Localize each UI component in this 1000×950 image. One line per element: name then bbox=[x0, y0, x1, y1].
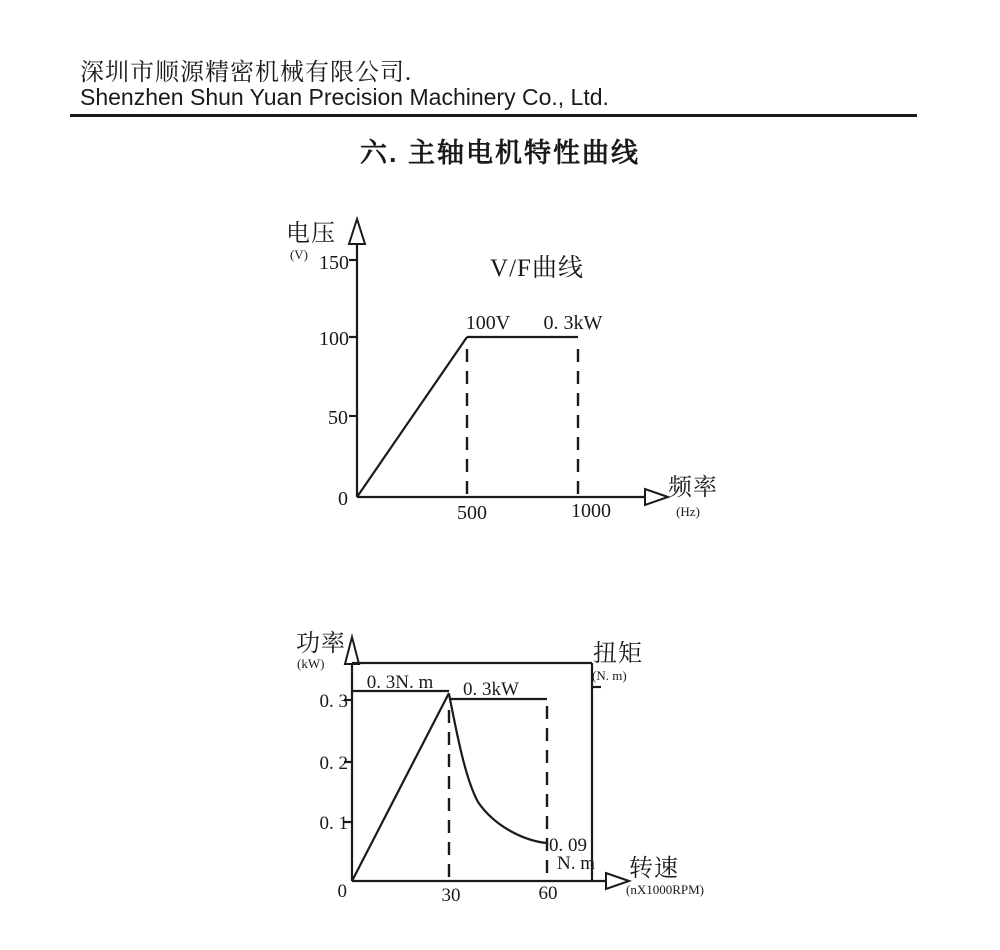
company-name-cn: 深圳市顺源精密机械有限公司. bbox=[80, 60, 412, 86]
power-axis-arrow-icon bbox=[345, 637, 359, 664]
header-divider bbox=[70, 114, 917, 117]
speed-axis-label: 转速 bbox=[629, 856, 679, 882]
frequency-axis-arrow-icon bbox=[645, 489, 668, 505]
chart-title: V/F曲线 bbox=[490, 255, 584, 282]
power-ramp-line bbox=[352, 693, 449, 881]
xtick-500: 500 bbox=[457, 502, 487, 524]
voltage-axis-label: 电压 bbox=[286, 221, 336, 247]
speed-axis-unit: (nX1000RPM) bbox=[626, 882, 705, 897]
ytick-0-3: 0. 3 bbox=[319, 691, 348, 712]
xtick-1000: 1000 bbox=[571, 500, 611, 522]
ytick-zero: 0 bbox=[337, 881, 347, 902]
frequency-axis-unit: (Hz) bbox=[676, 504, 700, 519]
annotation-009: 0. 09 bbox=[549, 835, 587, 856]
annotation-power-03kw: 0. 3kW bbox=[463, 679, 519, 700]
frequency-axis-label: 频率 bbox=[668, 475, 718, 501]
power-torque-chart bbox=[280, 620, 720, 915]
voltage-axis-unit: (V) bbox=[289, 247, 309, 262]
annotation-009-unit: N. m bbox=[557, 853, 595, 874]
vf-curve-ramp bbox=[357, 337, 467, 497]
annotation-torque-03nm: 0. 3N. m bbox=[366, 672, 434, 693]
xtick-30: 30 bbox=[441, 885, 461, 906]
power-axis-unit: (kW) bbox=[297, 656, 325, 671]
annotation-100v: 100V bbox=[465, 312, 511, 334]
vf-curve-chart bbox=[270, 195, 745, 535]
company-name-en: Shenzhen Shun Yuan Precision Machinery Co., Ltd. bbox=[80, 84, 609, 110]
ytick-150: 150 bbox=[319, 252, 349, 274]
torque-axis-label: 扭矩 bbox=[593, 641, 643, 667]
voltage-axis-arrow-icon bbox=[349, 219, 365, 244]
torque-axis-unit: (N. m) bbox=[592, 668, 627, 683]
power-axis-label: 功率 bbox=[296, 631, 346, 657]
ytick-0-2: 0. 2 bbox=[319, 753, 348, 774]
page-title: 六. 主轴电机特性曲线 bbox=[359, 138, 640, 168]
torque-decay-curve bbox=[449, 694, 547, 843]
ytick-0-1: 0. 1 bbox=[319, 813, 348, 834]
xtick-60: 60 bbox=[538, 883, 558, 904]
voltage-tick-marks bbox=[349, 260, 357, 416]
ytick-50: 50 bbox=[328, 407, 348, 429]
ytick-100: 100 bbox=[319, 328, 349, 350]
ytick-0: 0 bbox=[338, 488, 348, 510]
annotation-03kw: 0. 3kW bbox=[543, 312, 603, 334]
